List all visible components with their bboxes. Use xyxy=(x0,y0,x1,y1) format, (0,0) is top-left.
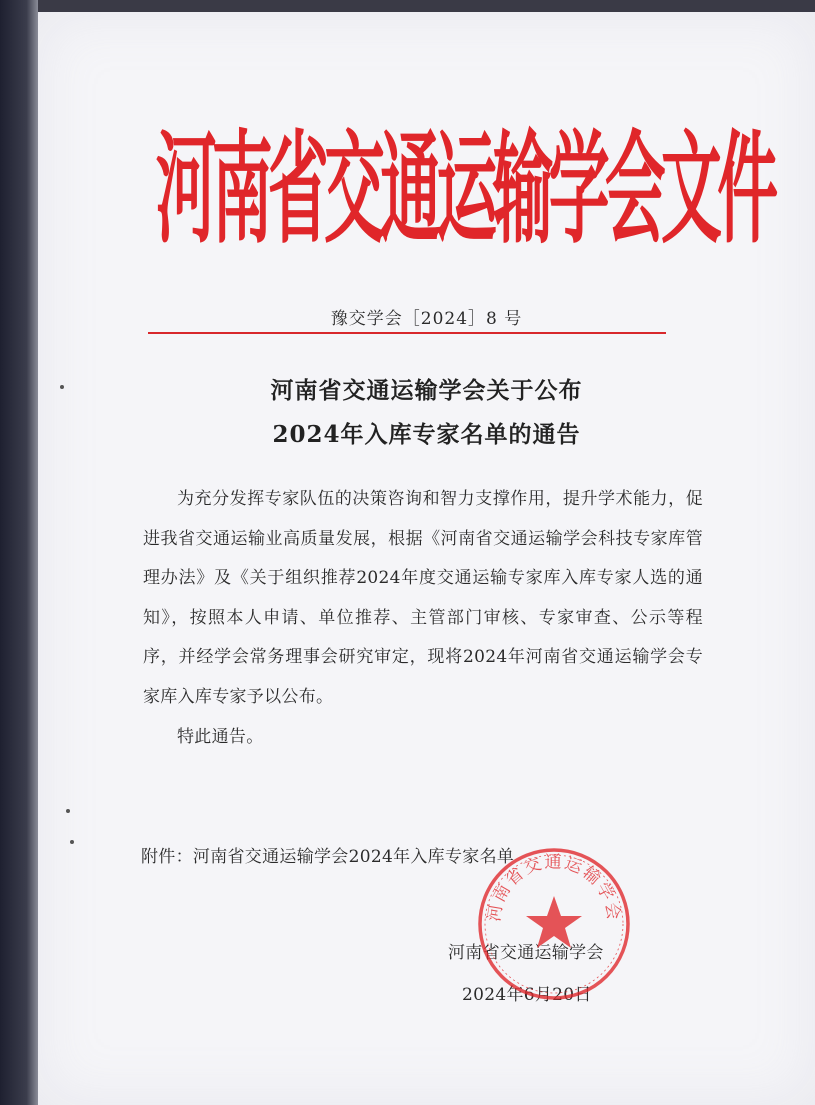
body-paragraph-main: 为充分发挥专家队伍的决策咨询和智力支撑作用，提升学术能力，促进我省交通运输业高质量发展，根据《河南省交通运输学会科技专家库管理办法》及《关于组织推荐2024年度交通运输专家库入库专家人选的通知》，按照本人申请、单位推荐、主管部门审核、专家审查、公示等程序，并经学会常务理事会研究审定，现将2024年河南省交通运输学会专家库入库专家予以公布。 xyxy=(143,489,703,707)
seal-text: 河南省交通运输学会 xyxy=(484,852,624,924)
red-divider-line xyxy=(148,332,666,334)
binding-hole-mark xyxy=(66,809,70,813)
document-number: 豫交学会［2024］8 号 xyxy=(330,309,523,329)
document-masthead: 河南省交通运输学会文件 xyxy=(155,119,774,261)
notice-title-line-1: 河南省交通运输学会关于公布 xyxy=(270,377,583,404)
scan-top-border xyxy=(0,0,815,12)
binding-hole-mark xyxy=(70,840,74,844)
scan-left-border xyxy=(0,0,38,1105)
document-page xyxy=(38,12,815,1105)
official-seal-icon xyxy=(474,844,634,1004)
attachment-line: 附件：河南省交通运输学会2024年入库专家名单 xyxy=(141,847,515,867)
notice-title-line-2: 2024年入库专家名单的通告 xyxy=(272,421,581,448)
signing-organization: 河南省交通运输学会 xyxy=(448,943,604,963)
signing-date: 2024年6月20日 xyxy=(462,985,592,1005)
notice-body xyxy=(143,480,703,757)
body-paragraph-closing: 特此通告。 xyxy=(177,726,264,747)
seal-star-icon xyxy=(526,896,582,948)
